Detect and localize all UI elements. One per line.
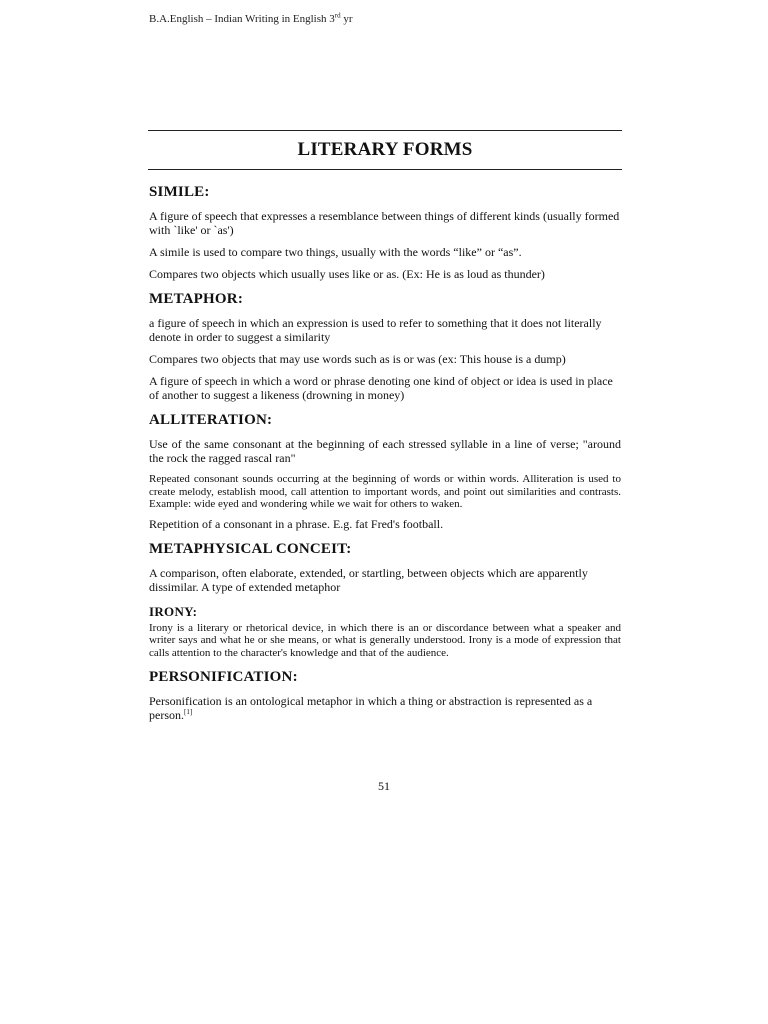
paragraph: Irony is a literary or rhetorical device, in which there is an or discordance between what a speaker and writer says and what he or she means, or what is generally understood. Irony is a mode of expression that calls attention to the character's knowledge and that of the audience. [149, 621, 621, 659]
paragraph-text: Personification is an ontological metaphor in which a thing or abstraction is represented as a person. [149, 694, 593, 722]
paragraph: Use of the same consonant at the beginning of each stressed syllable in a line of verse; "around the rock the ragged rascal ran" [149, 437, 621, 465]
running-header-title: B.A.English – Indian Writing in English 3 [149, 13, 335, 25]
running-header-tail: yr [340, 13, 353, 25]
title-rule-bottom [148, 169, 622, 170]
paragraph [149, 694, 621, 722]
paragraph: A comparison, often elaborate, extended, or startling, between objects which are apparently dissimilar. A type of extended metaphor [149, 565, 588, 594]
paragraph: a figure of speech in which an expression is used to refer to something that it does not literally denote in order to suggest a similarity [149, 316, 602, 344]
footnote-reference[interactable]: [1] [184, 708, 193, 716]
paragraph: A figure of speech that expresses a resemblance between things of different kinds (usually formed with `like' or `as') [149, 209, 620, 237]
section-heading: PERSONIFICATION: [149, 669, 298, 685]
paragraph: Compares two objects which usually uses like or as. (Ex: He is as loud as thunder) [149, 267, 545, 281]
running-header [149, 13, 353, 25]
section-heading: IRONY: [149, 603, 198, 619]
section-heading: ALLITERATION: [149, 412, 273, 428]
section-heading: METAPHOR: [149, 291, 244, 307]
section-simile [149, 184, 621, 281]
section-metaphysical-conceit [149, 541, 621, 594]
section-alliteration [149, 412, 621, 531]
section-personification [149, 669, 621, 722]
running-header-ordinal: rd [334, 11, 341, 20]
paragraph: Repeated consonant sounds occurring at the beginning of words or within words. Alliteration is used to create melody, establish mood, call attention to important words, and point out similarities and contrasts. Example: wide eyed and wondering while we wait for others to waken. [149, 473, 621, 510]
page-number: 51 [378, 779, 390, 793]
paragraph: Repetition of a consonant in a phrase. E.g. fat Fred's football. [149, 516, 444, 531]
section-metaphor [149, 291, 621, 402]
paragraph: Compares two objects that may use words such as is or was (ex: This house is a dump) [149, 352, 566, 366]
section-heading: METAPHYSICAL CONCEIT: [149, 540, 352, 557]
paragraph: A figure of speech in which a word or phrase denoting one kind of object or idea is used in place of another to suggest a likeness (drowning in money) [149, 374, 613, 402]
page-title: LITERARY FORMS [297, 139, 473, 160]
paragraph: A simile is used to compare two things, usually with the words “like” or “as”. [149, 245, 522, 259]
section-irony [149, 604, 621, 660]
page-content [149, 184, 621, 732]
title-rule-top [148, 130, 622, 131]
section-heading: SIMILE: [149, 184, 210, 200]
